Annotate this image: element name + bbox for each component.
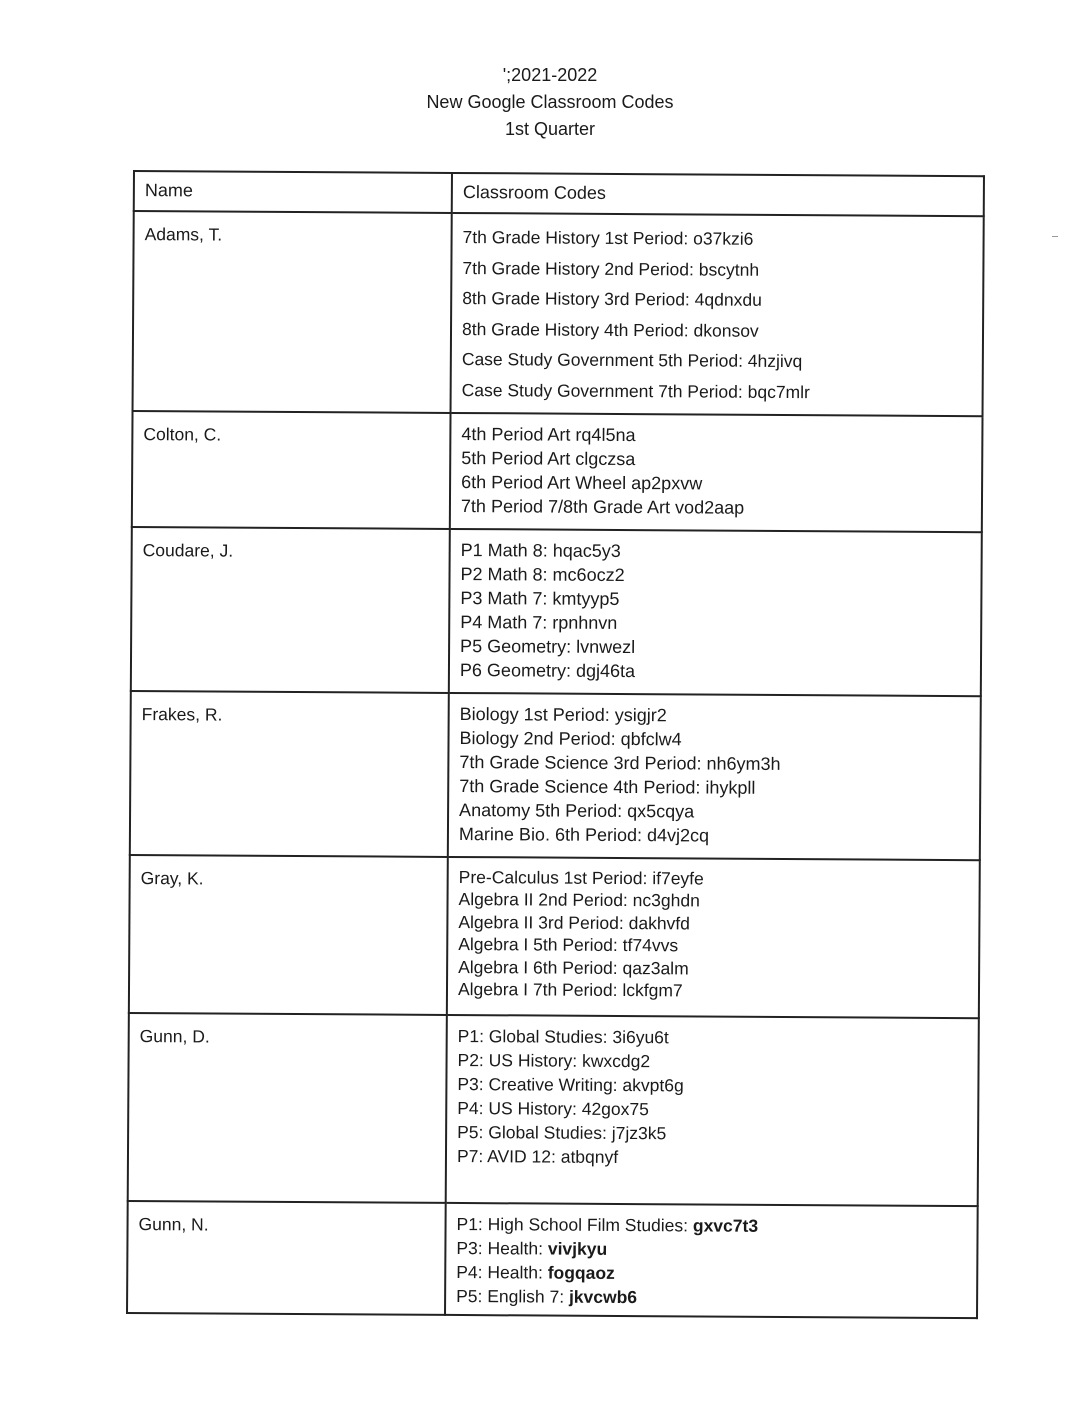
code-entry <box>457 1096 967 1123</box>
code-entry <box>460 562 970 589</box>
class-code: dkonsov <box>693 320 759 341</box>
class-label: 4th Period Art <box>461 423 576 445</box>
code-entry <box>462 253 972 287</box>
code-entry <box>459 822 969 849</box>
class-code: 3i6yu6t <box>612 1026 669 1047</box>
teacher-name: Adams, T. <box>133 211 452 413</box>
classroom-codes-cell <box>447 856 980 1017</box>
class-label: 6th Period Art Wheel <box>461 471 632 493</box>
code-entry <box>459 726 969 753</box>
class-label: 7th Grade Science 4th Period: <box>459 775 706 798</box>
class-code: dgj46ta <box>575 660 636 681</box>
class-label: Pre-Calculus 1st Period: <box>458 866 653 888</box>
class-label: 7th Grade History 1st Period: <box>462 227 694 249</box>
class-label: P7: AVID 12: <box>456 1145 561 1167</box>
code-entry <box>458 956 968 982</box>
teacher-name: Gray, K. <box>129 855 448 1015</box>
code-entry <box>460 658 970 685</box>
class-code: 4qdnxdu <box>694 289 762 311</box>
code-entry <box>457 1048 967 1075</box>
code-entry <box>456 1260 966 1287</box>
code-entry <box>458 933 968 959</box>
class-code: rq4l5na <box>575 424 636 445</box>
code-entry <box>460 586 970 613</box>
class-label: Marine Bio. 6th Period: <box>458 823 648 845</box>
class-label: P6 Geometry: <box>459 659 577 681</box>
code-entry <box>456 1212 966 1239</box>
teacher-name: Colton, C. <box>132 411 451 529</box>
class-label: 5th Period Art <box>461 447 576 469</box>
code-entry <box>460 634 970 661</box>
quarter-label: 1st Quarter <box>504 119 596 139</box>
teacher-name: Coudare, J. <box>131 527 450 693</box>
class-label: Algebra I 5th Period: <box>458 934 623 956</box>
class-code: lckfgm7 <box>622 980 683 1001</box>
class-label: P1: Global Studies: <box>457 1025 613 1047</box>
classroom-codes-cell <box>445 1202 978 1317</box>
class-code: rpnhnvn <box>552 612 618 633</box>
code-entry <box>459 798 969 825</box>
class-label: 8th Grade History 3rd Period: <box>462 288 695 310</box>
code-entry <box>458 911 968 937</box>
code-entry <box>462 314 972 348</box>
class-code: atbqnyf <box>560 1146 619 1167</box>
class-label: P1: High School Film Studies: <box>456 1213 693 1236</box>
class-label: P3: Health: <box>456 1237 548 1259</box>
class-label: 8th Grade History 4th Period: <box>461 318 694 341</box>
code-entry <box>460 702 970 729</box>
class-code: kwxcdg2 <box>581 1050 651 1071</box>
class-label: P5 Geometry: <box>460 635 577 657</box>
class-code: nh6ym3h <box>706 753 781 774</box>
code-entry <box>463 222 973 256</box>
table-row <box>133 211 984 416</box>
class-code: ihykpll <box>705 777 756 798</box>
class-label: P2: US History: <box>457 1049 583 1071</box>
classroom-codes-cell <box>448 693 981 860</box>
class-code: clgczsa <box>575 448 636 469</box>
class-code: bscytnh <box>698 259 760 280</box>
class-label: Biology 1st Period: <box>459 703 615 725</box>
class-label: 7th Grade Science 3rd Period: <box>459 751 707 774</box>
code-entry <box>461 538 971 565</box>
teacher-name: Gunn, D. <box>128 1013 447 1203</box>
class-code: ysigjr2 <box>614 704 667 725</box>
scan-mark <box>1052 236 1058 237</box>
code-entry <box>459 866 969 892</box>
class-code: vod2aap <box>675 496 745 518</box>
class-code: if7eyfe <box>652 867 704 889</box>
table-row <box>132 411 983 532</box>
class-label: Algebra II 3rd Period: <box>458 911 629 933</box>
code-entry <box>461 494 971 521</box>
code-entry <box>462 375 972 409</box>
class-label: Anatomy 5th Period: <box>459 799 628 821</box>
code-entry <box>460 610 970 637</box>
class-code: qx5cqya <box>627 800 695 822</box>
class-label: P4 Math 7: <box>460 611 553 633</box>
table-row <box>127 1201 978 1318</box>
column-header-codes: Classroom Codes <box>452 173 984 216</box>
classroom-codes-table <box>126 170 985 1319</box>
school-year: ';2021-2022 <box>502 65 598 85</box>
code-entry <box>462 344 972 378</box>
class-label: Algebra I 7th Period: <box>457 979 623 1001</box>
classroom-codes-cell <box>450 413 983 532</box>
table-row <box>130 691 981 860</box>
class-code: bqc7mlr <box>747 381 810 403</box>
code-entry <box>458 978 968 1004</box>
class-label: 7th Grade History 2nd Period: <box>462 257 699 280</box>
class-label: Case Study Government 7th Period: <box>461 379 748 402</box>
code-entry <box>456 1284 966 1311</box>
code-entry <box>458 888 968 914</box>
class-code: o37kzi6 <box>693 228 754 249</box>
classroom-codes-cell <box>451 213 984 416</box>
table-row <box>128 1013 979 1206</box>
code-entry <box>458 1024 968 1051</box>
class-code: qaz3alm <box>622 957 689 978</box>
classroom-codes-cell <box>446 1014 979 1205</box>
class-label: P3: Creative Writing: <box>457 1073 623 1095</box>
class-code: hqac5y3 <box>552 540 621 561</box>
code-entry <box>457 1072 967 1099</box>
class-label: P4: Health: <box>456 1261 548 1283</box>
class-label: P1 Math 8: <box>460 539 553 561</box>
code-entry <box>461 446 971 473</box>
class-code: d4vj2cq <box>646 824 710 846</box>
class-code: tf74vvs <box>622 935 679 956</box>
class-code: kmtyyp5 <box>552 588 620 609</box>
table-row <box>129 855 980 1018</box>
class-label: P5: English 7: <box>456 1285 570 1307</box>
class-label: P5: Global Studies: <box>457 1121 612 1143</box>
class-code: qbfclw4 <box>620 728 682 749</box>
teacher-name: Gunn, N. <box>127 1201 446 1315</box>
class-code: dakhvfd <box>628 912 691 933</box>
class-code: mc6ocz2 <box>552 564 625 585</box>
table-row <box>131 527 982 696</box>
code-entry <box>461 470 971 497</box>
classroom-codes-cell <box>449 529 982 696</box>
class-label: P3 Math 7: <box>460 587 553 609</box>
class-code: akvpt6g <box>622 1074 684 1095</box>
code-entry <box>459 750 969 777</box>
document-title: New Google Classroom Codes <box>426 92 674 112</box>
code-entry <box>462 283 972 317</box>
class-label: P2 Math 8: <box>460 563 553 585</box>
code-entry <box>457 1144 967 1171</box>
class-code: nc3ghdn <box>632 890 700 911</box>
class-code: j7jz3k5 <box>611 1122 667 1143</box>
class-label: Biology 2nd Period: <box>459 727 621 749</box>
code-entry <box>459 774 969 801</box>
class-label: Case Study Government 5th Period: <box>461 349 748 372</box>
column-header-name: Name <box>134 171 452 213</box>
class-label: P4: US History: <box>457 1097 582 1119</box>
class-code: lvnwezl <box>576 636 636 657</box>
code-entry <box>457 1120 967 1147</box>
code-entry <box>461 422 971 449</box>
teacher-name: Frakes, R. <box>130 691 449 857</box>
table-header-row <box>134 171 984 216</box>
class-code: fogqaoz <box>547 1262 615 1283</box>
class-code: jkvcwb6 <box>568 1286 638 1307</box>
class-label: 7th Period 7/8th Grade Art <box>460 495 676 517</box>
document-header <box>0 62 1088 143</box>
class-code: 4hzjivq <box>747 351 803 372</box>
class-code: gxvc7t3 <box>692 1215 759 1236</box>
class-code: ap2pxvw <box>631 472 703 494</box>
code-entry <box>456 1236 966 1263</box>
class-label: Algebra II 2nd Period: <box>458 889 633 911</box>
class-label: Algebra I 6th Period: <box>458 956 623 978</box>
class-code: vivjkyu <box>547 1238 608 1259</box>
class-code: 42gox75 <box>581 1098 649 1119</box>
